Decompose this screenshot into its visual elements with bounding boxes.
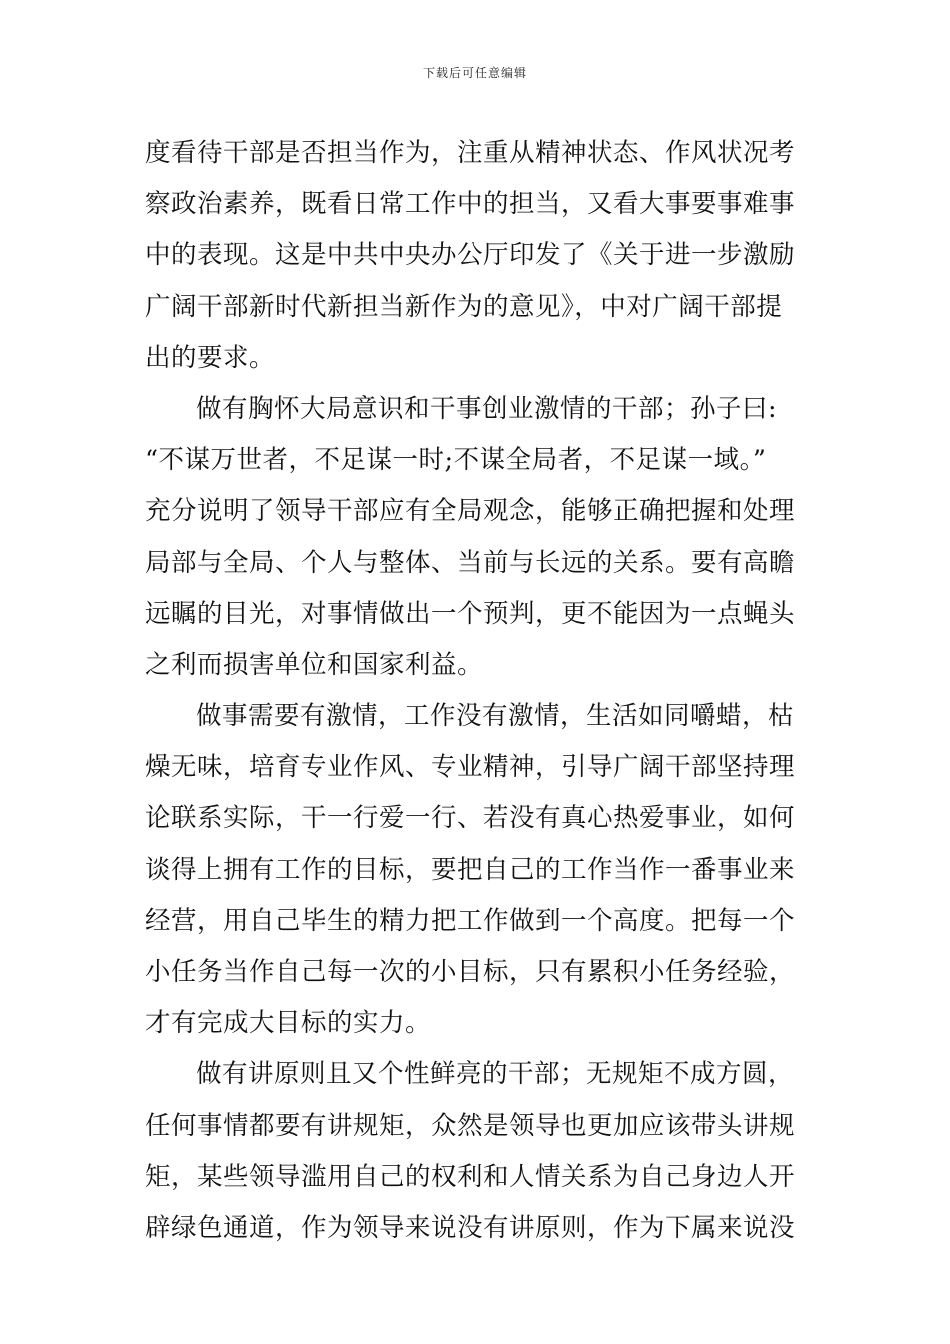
text-line: 中的表现。这是中共中央办公厅印发了《关于进一步激励 [145, 240, 796, 271]
text-line: 谈得上拥有工作的目标，要把自己的工作当作一番事业来 [145, 854, 796, 885]
text-line: 燥无味，培育专业作风、专业精神，引导广阔干部坚持理 [145, 752, 796, 783]
document-body [145, 128, 796, 1254]
text-line: 小任务当作自己每一次的小目标，只有累积小任务经验， [145, 957, 796, 987]
text-line: 经营，用自己毕生的精力把工作做到一个高度。把每一个 [145, 905, 796, 936]
text-line: 做事需要有激情，工作没有激情，生活如同嚼蜡，枯 [196, 701, 795, 732]
text-line: 论联系实际，干一行爱一行、若没有真心热爱事业，如何 [145, 803, 796, 834]
text-line: 矩，某些领导滥用自己的权利和人情关系为自己身边人开 [145, 1161, 796, 1192]
text-line: 察政治素养，既看日常工作中的担当，又看大事要事难事 [145, 189, 796, 220]
text-line: 任何事情都要有讲规矩，众然是领导也更加应该带头讲规 [145, 1110, 796, 1141]
text-line: 充分说明了领导干部应有全局观念，能够正确把握和处理 [145, 496, 796, 527]
text-line: 出的要求。 [145, 342, 276, 373]
text-line: 辟绿色通道，作为领导来说没有讲原则，作为下属来说没 [145, 1212, 796, 1243]
text-line: “不谋万世者，不足谋一时;不谋全局者，不足谋一域。” [145, 445, 767, 476]
text-line: 做有胸怀大局意识和干事创业激情的干部；孙子曰: [196, 393, 778, 424]
text-line: 之利而损害单位和国家利益。 [145, 649, 484, 680]
text-line: 局部与全局、个人与整体、当前与长远的关系。要有高瞻 [145, 547, 796, 578]
text-line: 才有完成大目标的实力。 [145, 1008, 432, 1039]
text-line: 广阔干部新时代新担当新作为的意见》，中对广阔干部提 [145, 291, 783, 322]
text-line: 远瞩的目光，对事情做出一个预判，更不能因为一点蝇头 [145, 598, 796, 629]
text-line: 做有讲原则且又个性鲜亮的干部；无规矩不成方圆， [196, 1059, 795, 1090]
page-header: 下载后可任意编辑 [422, 66, 527, 80]
text-line: 度看待干部是否担当作为，注重从精神状态、作风状况考 [145, 138, 796, 168]
